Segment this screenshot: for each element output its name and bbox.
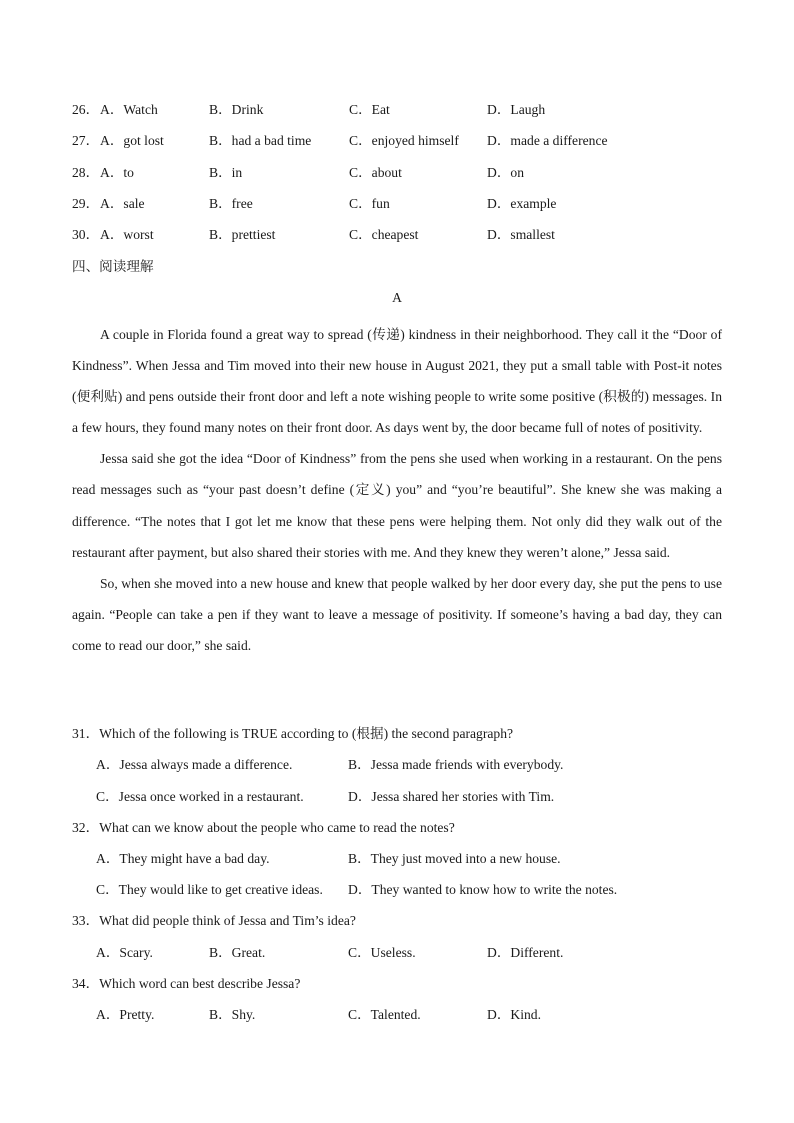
option-d: D．Laugh	[487, 102, 546, 117]
question-31-option-d: D．Jessa shared her stories with Tim.	[348, 789, 555, 804]
question-31-option-a: A．Jessa always made a difference.	[96, 757, 293, 772]
question-34-option-c: C．Talented.	[348, 1007, 421, 1022]
option-a: A．worst	[100, 227, 154, 242]
question-34-option-b: B．Shy.	[209, 1007, 256, 1022]
option-c: C．enjoyed himself	[349, 133, 459, 148]
question-33-option-d: D．Different.	[487, 945, 564, 960]
passage-paragraph-1: A couple in Florida found a great way to spread (传递) kindness in their neighborhood. They call it the “Door of Kindness”. When Jessa and Tim moved into their new house in August 2021, they put a small table with Post-it notes (便利贴) and pens outside their front door and left a note wishing people to write some positive (积极的) messages. In a few hours, they found many notes on their front door. As days went by, the door became full of notes of positivity.	[72, 327, 722, 436]
question-32-option-b: B．They just moved into a new house.	[348, 851, 561, 866]
option-d: D．smallest	[487, 227, 555, 242]
option-a: A．got lost	[100, 133, 164, 148]
section-heading: 四、阅读理解	[72, 259, 154, 274]
question-34-stem: 34．Which word can best describe Jessa?	[72, 976, 301, 991]
option-a: A．to	[100, 165, 134, 180]
option-b: B．prettiest	[209, 227, 276, 242]
question-31-stem: 31．Which of the following is TRUE according to (根据) the second paragraph?	[72, 726, 514, 741]
option-b: B．free	[209, 196, 253, 211]
question-number: 26．	[72, 102, 100, 117]
question-number: 29．	[72, 196, 100, 211]
question-number: 28．	[72, 165, 100, 180]
question-32-option-c: C．They would like to get creative ideas.	[96, 882, 323, 897]
question-32-option-d: D．They wanted to know how to write the notes.	[348, 882, 618, 897]
question-31-option-b: B．Jessa made friends with everybody.	[348, 757, 564, 772]
question-34-option-d: D．Kind.	[487, 1007, 541, 1022]
question-31-option-c: C．Jessa once worked in a restaurant.	[96, 789, 304, 804]
option-c: C．about	[349, 165, 402, 180]
option-c: C．fun	[349, 196, 390, 211]
question-33-option-c: C．Useless.	[348, 945, 416, 960]
question-33-option-b: B．Great.	[209, 945, 266, 960]
reading-passage	[72, 319, 722, 661]
passage-paragraph-3: So, when she moved into a new house and knew that people walked by her door every day, she put the pens to use again. “People can take a pen if they want to leave a message of positivity. If someone’s having a bad day, they can come to read our door,” she said.	[72, 575, 722, 653]
option-b: B．in	[209, 165, 243, 180]
option-c: C．Eat	[349, 102, 390, 117]
passage-paragraph-2: Jessa said she got the idea “Door of Kindness” from the pens she used when working in a restaurant. On the pens read messages such as “your past doesn’t define (定义) you” and “you’re beautiful”. She knew she was making a difference. “The notes that I got let me know that these pens were helping them. Not only did they walk out of the restaurant after payment, but also shared their stories with me. And they knew they weren’t alone,” Jessa said.	[72, 451, 722, 560]
question-33-stem: 33．What did people think of Jessa and Tim’s idea?	[72, 913, 356, 928]
passage-title: A	[392, 290, 402, 305]
option-c: C．cheapest	[349, 227, 419, 242]
option-d: D．on	[487, 165, 525, 180]
option-b: B．had a bad time	[209, 133, 312, 148]
option-a: A．sale	[100, 196, 145, 211]
question-32-stem: 32．What can we know about the people who came to read the notes?	[72, 820, 455, 835]
question-number: 27．	[72, 133, 100, 148]
option-d: D．made a difference	[487, 133, 608, 148]
question-33-option-a: A．Scary.	[96, 945, 153, 960]
option-b: B．Drink	[209, 102, 264, 117]
question-32-option-a: A．They might have a bad day.	[96, 851, 270, 866]
option-d: D．example	[487, 196, 557, 211]
option-a: A．Watch	[100, 102, 158, 117]
question-34-option-a: A．Pretty.	[96, 1007, 155, 1022]
question-number: 30．	[72, 227, 100, 242]
